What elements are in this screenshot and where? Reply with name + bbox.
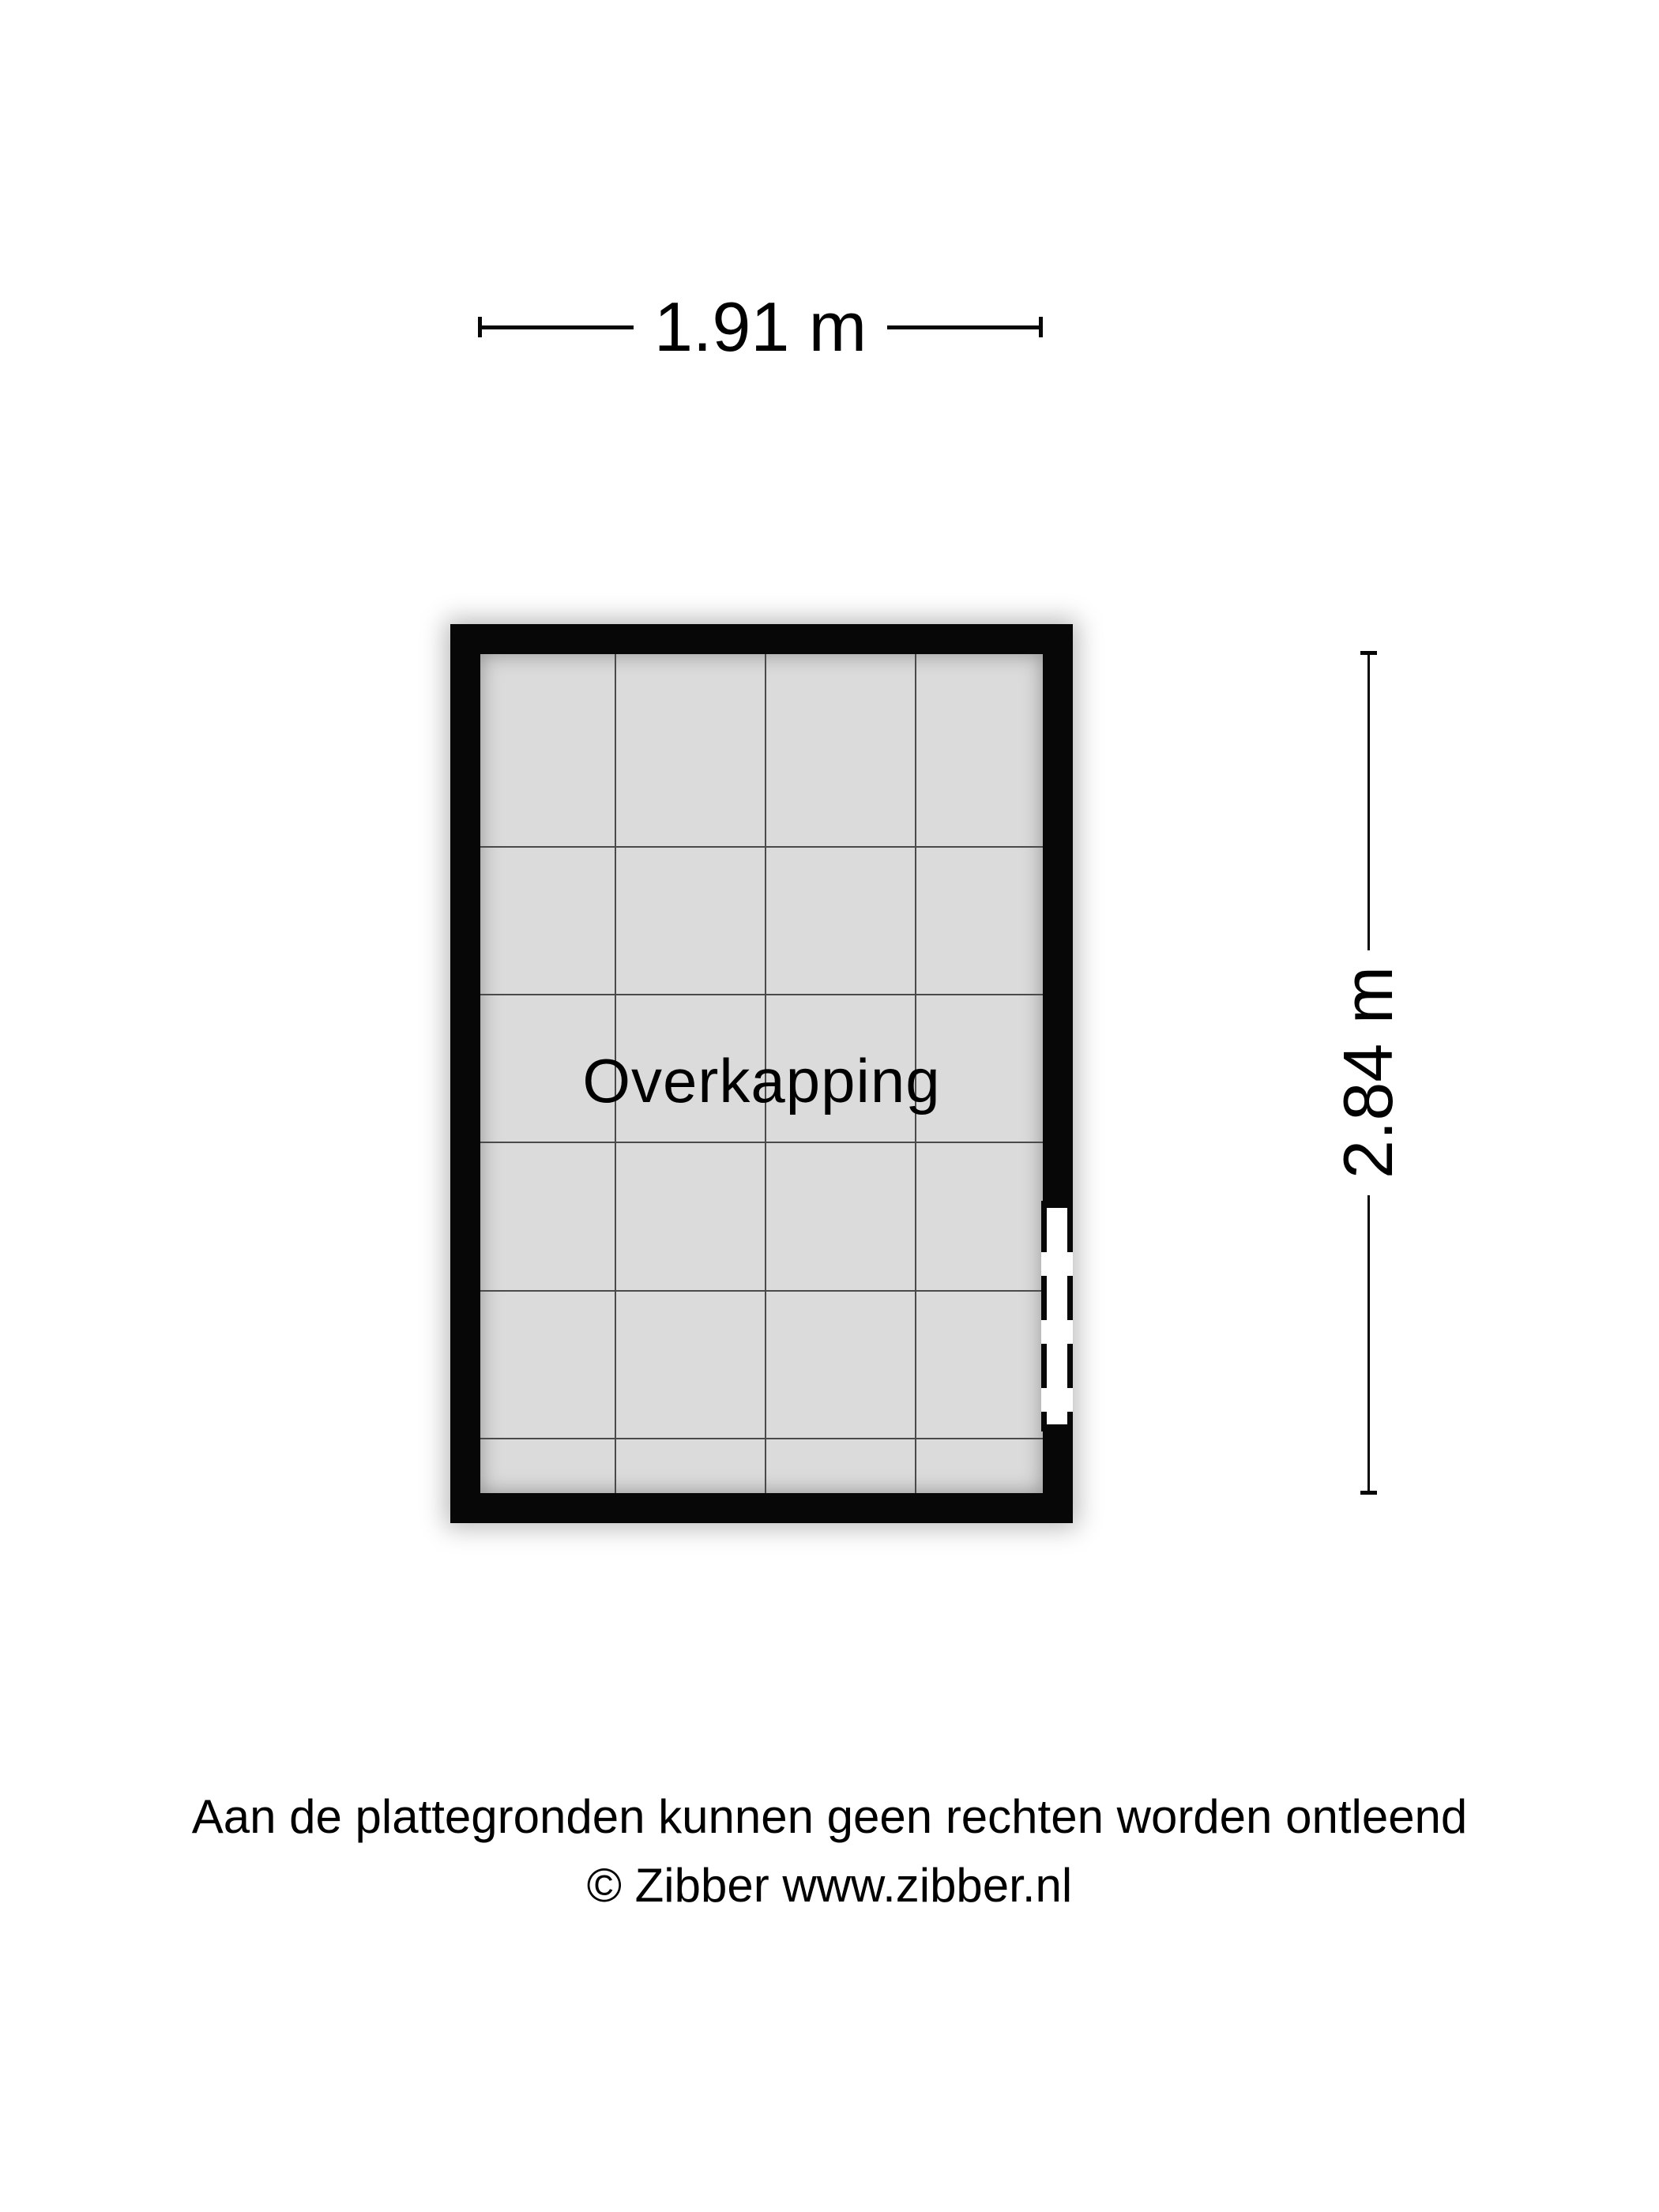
- height-dimension-label: 2.84 m: [1329, 966, 1407, 1179]
- dimension-width-line-right: [887, 325, 1039, 329]
- floor-grid-line-horizontal: [480, 1438, 1043, 1439]
- floor-grid-line-horizontal: [480, 846, 1043, 848]
- wall-opening-dashed-line-inner: [1041, 1208, 1047, 1424]
- room-floor: [480, 654, 1043, 1493]
- dimension-height-line-bottom: [1367, 1195, 1370, 1491]
- copyright-text: © Zibber www.zibber.nl: [586, 1859, 1073, 1912]
- dimension-width: [478, 288, 1043, 366]
- width-dimension-label: 1.91 m: [653, 288, 867, 366]
- dimension-height: [1329, 651, 1407, 1495]
- room-walls: [450, 624, 1073, 1523]
- wall-opening-cap-top: [1041, 1201, 1073, 1208]
- floor-grid-line-horizontal: [480, 994, 1043, 995]
- footer: [0, 1782, 1659, 1920]
- dimension-width-tick-right: [1039, 317, 1043, 337]
- wall-opening: [1041, 1201, 1073, 1431]
- dimension-width-line-left: [482, 325, 634, 329]
- wall-opening-dashed-line-outer: [1067, 1208, 1073, 1424]
- room-label: Overkapping: [582, 1046, 941, 1115]
- dimension-height-tick-bottom: [1360, 1491, 1377, 1495]
- floor-grid-line-horizontal: [480, 1290, 1043, 1292]
- floor-grid-line-horizontal: [480, 1142, 1043, 1143]
- wall-opening-cap-bottom: [1041, 1424, 1073, 1431]
- dimension-height-line-top: [1367, 655, 1370, 950]
- disclaimer-text: Aan de plattegronden kunnen geen rechten worden ontleend: [191, 1790, 1468, 1843]
